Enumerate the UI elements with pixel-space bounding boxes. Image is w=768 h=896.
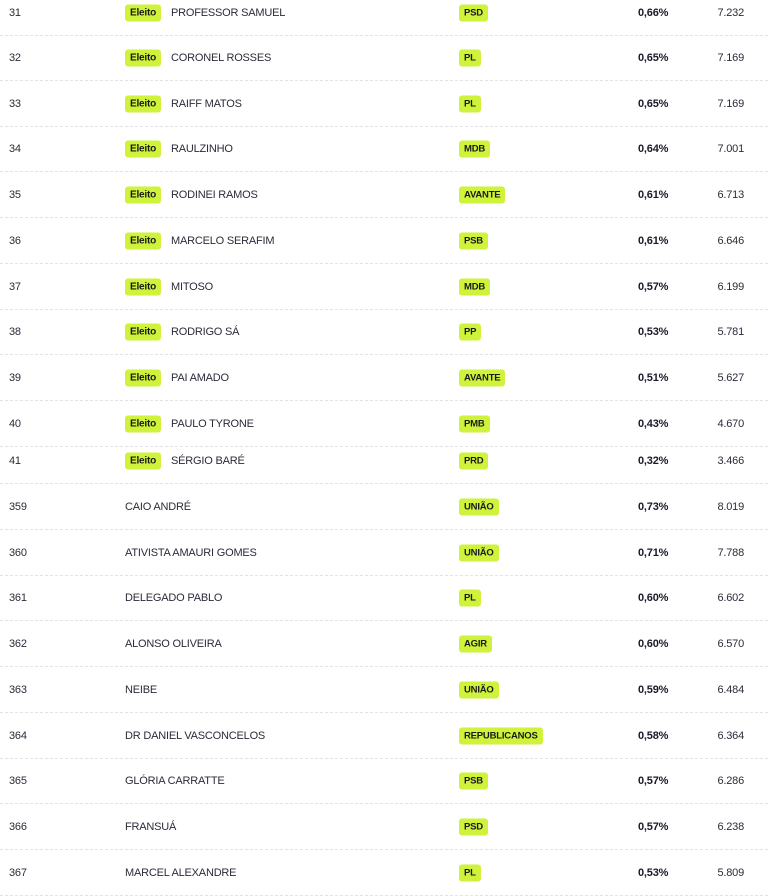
vote-count: 7.232 xyxy=(717,6,744,19)
vote-count: 6.646 xyxy=(717,234,744,247)
candidate-position: 38 xyxy=(9,325,21,338)
elected-badge: Eleito xyxy=(125,415,161,432)
vote-count: 6.713 xyxy=(717,188,744,201)
candidate-name: PAI AMADO xyxy=(171,371,229,384)
table-row xyxy=(0,713,768,759)
vote-count: 5.809 xyxy=(717,866,744,879)
vote-percentage: 0,57% xyxy=(638,280,669,293)
vote-count: 6.364 xyxy=(717,729,744,742)
party-badge: PL xyxy=(459,95,481,112)
party-badge: UNIÃO xyxy=(459,681,499,698)
vote-count: 7.169 xyxy=(717,51,744,64)
table-row xyxy=(0,355,768,401)
vote-count: 6.199 xyxy=(717,280,744,293)
party-badge: PSB xyxy=(459,772,488,789)
party-badge: AVANTE xyxy=(459,186,505,203)
candidate-position: 361 xyxy=(9,591,27,604)
vote-count: 6.238 xyxy=(717,820,744,833)
table-row xyxy=(0,126,768,172)
party-badge: UNIÃO xyxy=(459,498,499,515)
vote-percentage: 0,57% xyxy=(638,820,669,833)
candidate-position: 34 xyxy=(9,142,21,155)
party-badge: REPUBLICANOS xyxy=(459,727,543,744)
vote-percentage: 0,66% xyxy=(638,6,669,19)
candidate-name: CORONEL ROSSES xyxy=(171,51,272,64)
table-row xyxy=(0,850,768,896)
table-row xyxy=(0,172,768,218)
elected-badge: Eleito xyxy=(125,232,161,249)
elected-badge: Eleito xyxy=(125,4,161,21)
elected-badge: Eleito xyxy=(125,452,161,469)
candidate-position: 35 xyxy=(9,188,21,201)
table-row xyxy=(0,264,768,310)
party-badge: UNIÃO xyxy=(459,544,499,561)
table-row xyxy=(0,758,768,804)
candidate-name: RAULZINHO xyxy=(171,142,233,155)
candidate-name: MARCEL ALEXANDRE xyxy=(125,866,237,879)
vote-percentage: 0,65% xyxy=(638,97,669,110)
vote-count: 7.169 xyxy=(717,97,744,110)
vote-count: 5.781 xyxy=(717,325,744,338)
candidate-name: CAIO ANDRÉ xyxy=(125,500,191,513)
candidate-name: DR DANIEL VASCONCELOS xyxy=(125,729,266,742)
party-badge: PSB xyxy=(459,232,488,249)
table-row xyxy=(0,35,768,81)
elected-badge: Eleito xyxy=(125,186,161,203)
elected-badge: Eleito xyxy=(125,278,161,295)
candidate-position: 40 xyxy=(9,417,21,430)
candidate-name: ATIVISTA AMAURI GOMES xyxy=(125,546,257,559)
table-row xyxy=(0,804,768,850)
candidate-name: NEIBE xyxy=(125,683,158,696)
table-row xyxy=(0,530,768,576)
candidate-position: 39 xyxy=(9,371,21,384)
candidate-name: PAULO TYRONE xyxy=(171,417,254,430)
party-badge: PP xyxy=(459,323,481,340)
vote-count: 6.484 xyxy=(717,683,744,696)
elected-badge: Eleito xyxy=(125,369,161,386)
vote-percentage: 0,64% xyxy=(638,142,669,155)
candidate-name: SÉRGIO BARÉ xyxy=(171,454,245,467)
party-badge: PL xyxy=(459,864,481,881)
vote-count: 4.670 xyxy=(717,417,744,430)
elected-badge: Eleito xyxy=(125,323,161,340)
vote-percentage: 0,32% xyxy=(638,454,669,467)
candidate-name: RAIFF MATOS xyxy=(171,97,242,110)
vote-percentage: 0,51% xyxy=(638,371,669,384)
table-row xyxy=(0,218,768,264)
candidate-position: 362 xyxy=(9,637,27,650)
candidate-position: 366 xyxy=(9,820,27,833)
vote-percentage: 0,60% xyxy=(638,637,669,650)
candidate-position: 360 xyxy=(9,546,27,559)
party-badge: PSD xyxy=(459,818,488,835)
vote-percentage: 0,65% xyxy=(638,51,669,64)
vote-percentage: 0,59% xyxy=(638,683,669,696)
table-row xyxy=(0,575,768,621)
vote-percentage: 0,61% xyxy=(638,188,669,201)
candidate-position: 41 xyxy=(9,454,21,467)
party-badge: PL xyxy=(459,589,481,606)
vote-percentage: 0,53% xyxy=(638,325,669,338)
candidate-name: PROFESSOR SAMUEL xyxy=(171,6,286,19)
vote-percentage: 0,61% xyxy=(638,234,669,247)
vote-count: 7.788 xyxy=(717,546,744,559)
vote-percentage: 0,73% xyxy=(638,500,669,513)
candidate-name: FRANSUÁ xyxy=(125,820,177,833)
candidate-position: 36 xyxy=(9,234,21,247)
elected-badge: Eleito xyxy=(125,140,161,157)
party-badge: PL xyxy=(459,49,481,66)
candidate-position: 33 xyxy=(9,97,21,110)
vote-count: 7.001 xyxy=(717,142,744,155)
vote-count: 5.627 xyxy=(717,371,744,384)
vote-count: 6.602 xyxy=(717,591,744,604)
vote-percentage: 0,57% xyxy=(638,774,669,787)
table-row xyxy=(0,309,768,355)
party-badge: PMB xyxy=(459,415,490,432)
candidate-position: 37 xyxy=(9,280,21,293)
candidate-position: 363 xyxy=(9,683,27,696)
candidate-name: GLÓRIA CARRATTE xyxy=(125,774,225,787)
party-badge: PRD xyxy=(459,452,488,469)
candidate-name: ALONSO OLIVEIRA xyxy=(125,637,222,650)
table-row xyxy=(0,438,768,484)
candidate-position: 359 xyxy=(9,500,27,513)
vote-count: 8.019 xyxy=(717,500,744,513)
vote-count: 6.286 xyxy=(717,774,744,787)
candidate-position: 32 xyxy=(9,51,21,64)
party-badge: AVANTE xyxy=(459,369,505,386)
table-row xyxy=(0,621,768,667)
party-badge: PSD xyxy=(459,4,488,21)
party-badge: MDB xyxy=(459,278,490,295)
candidate-name: RODRIGO SÁ xyxy=(171,325,240,338)
vote-percentage: 0,43% xyxy=(638,417,669,430)
vote-percentage: 0,71% xyxy=(638,546,669,559)
table-row xyxy=(0,81,768,127)
elected-badge: Eleito xyxy=(125,95,161,112)
vote-percentage: 0,60% xyxy=(638,591,669,604)
party-badge: AGIR xyxy=(459,635,492,652)
candidate-name: MITOSO xyxy=(171,280,213,293)
candidate-position: 364 xyxy=(9,729,27,742)
party-badge: MDB xyxy=(459,140,490,157)
table-row xyxy=(0,484,768,530)
candidate-position: 31 xyxy=(9,6,21,19)
elected-badge: Eleito xyxy=(125,49,161,66)
candidate-position: 365 xyxy=(9,774,27,787)
candidate-name: MARCELO SERAFIM xyxy=(171,234,275,247)
vote-percentage: 0,53% xyxy=(638,866,669,879)
candidate-name: DELEGADO PABLO xyxy=(125,591,223,604)
candidate-position: 367 xyxy=(9,866,27,879)
vote-count: 6.570 xyxy=(717,637,744,650)
table-row xyxy=(0,0,768,36)
table-row xyxy=(0,667,768,713)
candidate-name: RODINEI RAMOS xyxy=(171,188,258,201)
vote-count: 3.466 xyxy=(717,454,744,467)
vote-percentage: 0,58% xyxy=(638,729,669,742)
